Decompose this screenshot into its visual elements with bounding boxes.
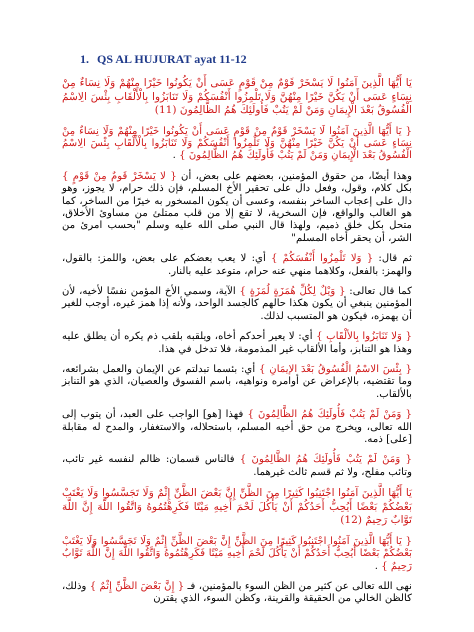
tafsir-paragraph [62, 364, 412, 401]
commentary-text: أي: بئسما تبدلتم عن الإيمان والعمل بشرائعه، وما تقتضيه، بالإعراض عن أوامره ونواهيه، باسم الفسوق والعصيان، الذي هو التنابز بالألقاب. [62, 364, 412, 400]
tafsir-paragraph [62, 409, 412, 446]
quran-quote: { يَا أَيُّهَا الَّذِينَ آمَنُوا لَا يَسْخَرْ قَوْمٌ مِنْ قَوْمٍ عَسَى أَنْ يَكُونُوا خَيْرًا مِنْهُمْ وَلَا نِسَاءٌ مِنْ نِسَاءٍ عَسَى أَنْ يَكُنَّ خَيْرًا مِنْهُنَّ وَلَا تَلْمِزُوا أَنْفُسَكُمْ وَلَا تَنَابَزُوا بِالْأَلْقَابِ بِئْسَ الِاسْمُ الْفُسُوقُ بَعْدَ الْإِيمَانِ وَمَنْ لَمْ يَتُبْ فَأُولَئِكَ هُمُ الظَّالِمُونَ } [62, 125, 412, 162]
quran-quote: { يَا أَيُّهَا الَّذِينَ آمَنُوا اجْتَنِبُوا كَثِيرًا مِنَ الظَّنِّ إِنَّ بَعْضَ الظَّنِّ إِثْمٌ وَلَا تَجَسَّسُوا وَلَا يَغْتَبْ بَعْضُكُمْ بَعْضًا أَيُحِبُّ أَحَدُكُمْ أَنْ يَأْكُلَ لَحْمَ أَخِيهِ مَيْتًا فَكَرِهْتُمُوهُ وَاتَّقُوا اللَّهَ إِنَّ اللَّهَ تَوَّابٌ رَحِيمٌ } [62, 535, 412, 572]
tafsir-paragraph [62, 171, 412, 245]
heading-number: 1. [80, 52, 89, 66]
quran-verse [62, 77, 412, 118]
quran-quote: { لا يَسْخَرْ قَومٌ مِنْ قَوْمٍ } [62, 170, 177, 182]
tafsir-body [62, 77, 412, 606]
quran-quote: يَا أَيُّهَا الَّذِينَ آمَنُوا لَا يَسْخَرْ قَوْمٌ مِنْ قَوْمٍ عَسَى أَنْ يَكُونُوا خَيْرًا مِنْهُمْ وَلَا نِسَاءٌ مِنْ نِسَاءٍ عَسَى أَنْ يَكُنَّ خَيْرًا مِنْهُنَّ وَلَا تَلْمِزُوا أَنْفُسَكُمْ وَلَا تَنَابَزُوا بِالْأَلْقَابِ بِئْسَ الِاسْمُ الْفُسُوقُ بَعْدَ الْإِيمَانِ وَمَنْ لَمْ يَتُبْ فَأُولَئِكَ هُمُ الظَّالِمُونَ (11) [62, 77, 412, 116]
tafsir-paragraph [62, 253, 412, 278]
commentary-text: كما قال تعالى: [345, 285, 412, 297]
quran-quote: { وَلا تَلْمِزُوا أَنْفُسَكُمْ } [271, 253, 374, 265]
quran-quote: { وَيْلٌ لِكُلِّ هُمَزَةٍ لُمَزَةٍ } [239, 285, 346, 297]
tafsir-paragraph [62, 454, 412, 479]
tafsir-paragraph [62, 126, 412, 163]
commentary-text: وهذا أيضًا، من حقوق المؤمنين، بعضهم على بعض، أن [176, 170, 412, 182]
quran-quote: { إِنَّ بَعْضَ الظَّنِّ إِثْمٌ } [89, 580, 185, 592]
quran-quote: { بِئْسَ الاسْمُ الْفُسُوقُ بَعْدَ الإيمَانِ } [259, 364, 412, 375]
section-heading [80, 52, 412, 67]
tafsir-paragraph [62, 581, 412, 606]
commentary-text: وذلك، كالظن الخالي من الحقيقة والقرينة، وكظن السوء، الذي يقترن [62, 580, 412, 605]
commentary-text: ثم قال: [373, 253, 413, 265]
commentary-text: . [172, 150, 180, 162]
heading-title: QS AL HUJURAT ayat 11-12 [97, 52, 247, 66]
quran-quote: { وَلا تَنَابَزُوا بِالألْقَابِ } [316, 331, 412, 343]
quran-verse [62, 487, 412, 528]
tafsir-paragraph [62, 536, 412, 573]
commentary-text: فهذا [هو] الواجب على العبد، أن يتوب إلى الله تعالى، ويخرج من حق أخيه المسلم، باستحلاله، والاستغفار، والمدح له مقابلة [على] ذمه. [62, 409, 412, 446]
commentary-text: أي: لا يعب بعضكم على بعض، واللمز: بالقول، والهمز: بالفعل، وكلاهما منهي عنه حرام، متوعد عليه بالنار. [62, 253, 412, 277]
quran-quote: يَا أَيُّهَا الَّذِينَ آمَنُوا اجْتَنِبُوا كَثِيرًا مِنَ الظَّنِّ إِنَّ بَعْضَ الظَّنِّ إِثْمٌ وَلَا تَجَسَّسُوا وَلَا يَغْتَبْ بَعْضُكُمْ بَعْضًا أَيُحِبُّ أَحَدُكُمْ أَنْ يَأْكُلَ لَحْمَ أَخِيهِ مَيْتًا فَكَرِهْتُمُوهُ وَاتَّقُوا اللَّهَ إِنَّ اللَّهَ تَوَّابٌ رَحِيمٌ (12) [62, 487, 412, 527]
commentary-text: نهى الله تعالى عن كثير من الظن السوء بالمؤمنين، فـ [184, 580, 412, 592]
commentary-text: الآية، وسمي الأخ المؤمن نفسًا لأخيه، لأن المؤمنين ينبغي أن يكون هكذا حالهم كالجسد الواحد، ولأنه إذا همز غيره، أوجب للغير أن يهمزه، فيكون هو المتسبب لذلك. [62, 285, 412, 322]
tafsir-paragraph [62, 286, 412, 323]
commentary-text: فالناس قسمان: ظالم لنفسه غير تائب، وتائب مفلح، ولا ثم قسم ثالث غيرهما. [62, 454, 412, 478]
commentary-text: . [374, 560, 382, 572]
tafsir-paragraph [62, 331, 412, 356]
quran-quote: { وَمَنْ لَمْ يَتُبْ فَأُولَئِكَ هُمُ الظَّالِمُونَ } [239, 454, 412, 466]
commentary-text: بكل كلام، وقول، وفعل دال على تحقير الأخ المسلم، فإن ذلك حرام، لا يجوز، وهو دال على إعجاب الساخر بنفسه، وعسى أن يكون المسخور به خيرًا من الساخر، كما هو الغالب والواقع، فإن السخرية، لا تقع إلا من قلب ممتلئ من مساوئ الأخلاق، متحل بكل خلق ذميم، ولهذا قال النبي صلى الله عليه وسلم "بحسب امرئ من الشر، أن يحقر أخاه المسلم" [62, 183, 412, 244]
quran-quote: { وَمَنْ لَمْ يَتُبْ فَأُولَئِكَ هُمُ الظَّالِمُونَ } [247, 409, 412, 421]
commentary-text: أي: لا يعير أحدكم أخاه، ويلقبه بلقب ذم يكره أن يطلق عليه وهذا هو التنابز، وأما الألقاب غير المذمومة، فلا تدخل في هذا. [62, 331, 412, 355]
